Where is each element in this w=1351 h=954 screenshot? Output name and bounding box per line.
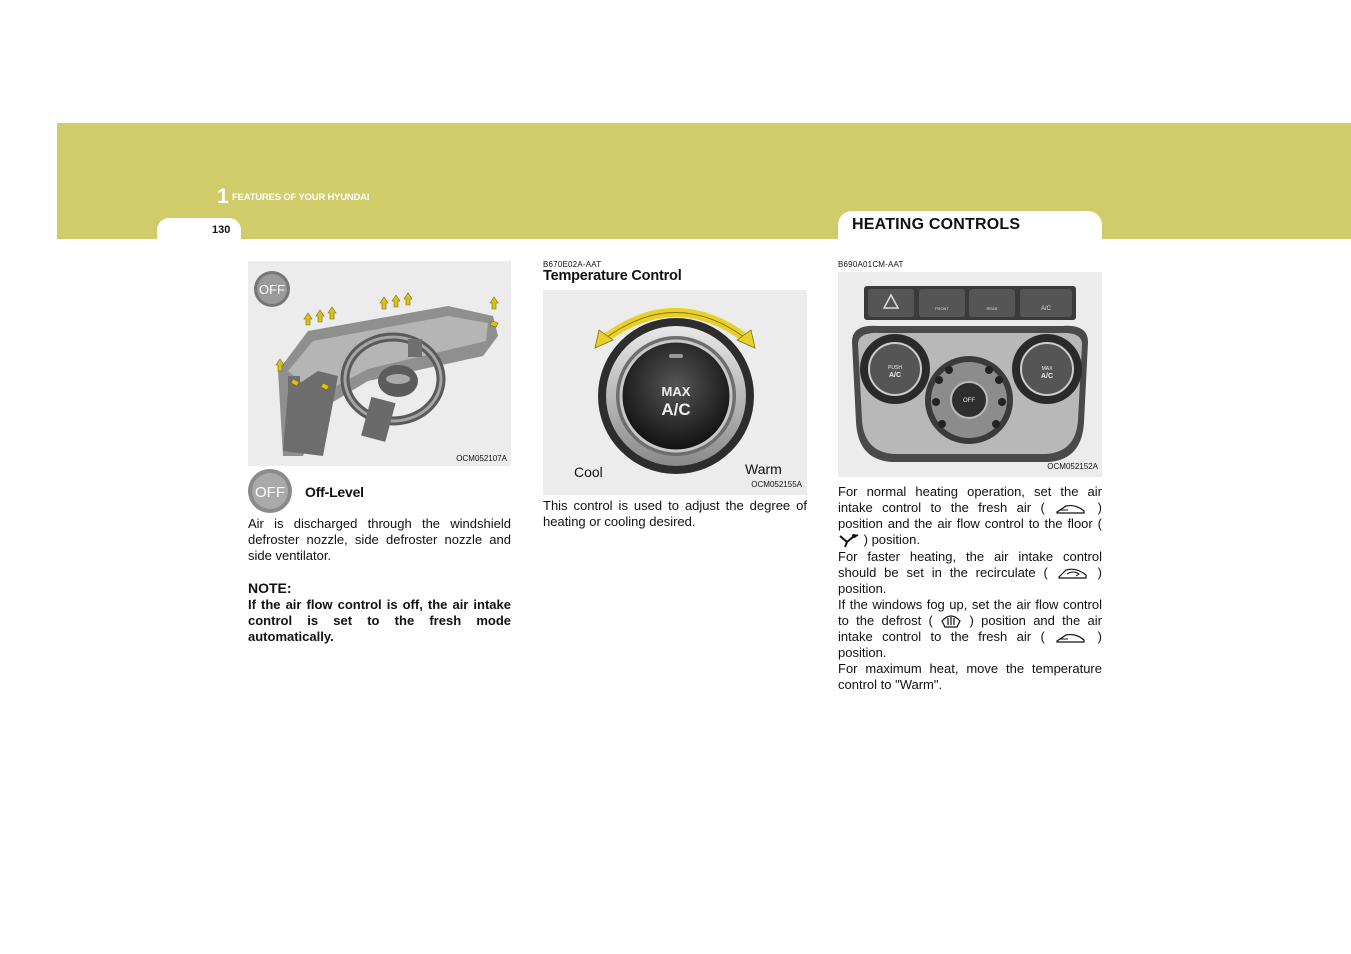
- page-number: 130: [212, 224, 231, 236]
- recirculate-icon: [1056, 566, 1090, 580]
- fresh-air-icon: [1054, 503, 1088, 515]
- defrost-icon: [940, 613, 962, 629]
- off-level-body: Air is discharged through the windshield defroster nozzle, side defroster nozzle and side ventilator.: [248, 516, 511, 563]
- off-level-heading: Off-Level: [305, 484, 364, 500]
- max-heat-paragraph: For maximum heat, move the temperature control to "Warm".: [838, 661, 1102, 693]
- temperature-knob-illustration: [543, 290, 807, 495]
- knob-ac-label: A/C: [661, 400, 691, 419]
- front-label: FRONT: [935, 306, 949, 311]
- dashboard-illustration: [248, 261, 511, 466]
- left-ac-label: A/C: [888, 372, 902, 379]
- control-panel-illustration: [838, 272, 1102, 477]
- warm-label: Warm: [745, 461, 782, 477]
- fresh-air-icon-2: [1054, 632, 1088, 644]
- temperature-control-heading: Temperature Control: [543, 268, 682, 284]
- section-code-right: B690A01CM-AAT: [838, 260, 904, 269]
- off-panel-label: OFF: [963, 398, 975, 404]
- note-title: NOTE:: [248, 580, 292, 596]
- temperature-knob-figure: [543, 290, 807, 495]
- normal-heating-paragraph: For normal heating operation, set the air intake control to the fresh air ( ) position and the air flow control to the floor ( ) position.: [838, 484, 1102, 547]
- off-badge-label: OFF: [259, 282, 285, 297]
- cool-label: Cool: [574, 464, 603, 480]
- rear-ac-label: A/C: [1040, 306, 1052, 312]
- temperature-control-body: This control is used to adjust the degree of heating or cooling desired.: [543, 498, 807, 529]
- fog-paragraph: If the windows fog up, set the air flow control to the defrost ( ) position and the air intake control to the fresh air ( ) position.: [838, 596, 1102, 661]
- dashboard-figure: [248, 261, 511, 466]
- header-band: [57, 123, 1351, 239]
- push-label: PUSH: [888, 365, 902, 371]
- off-level-badge-icon: [246, 468, 294, 514]
- right-max-label: MAX: [1041, 366, 1053, 372]
- off-badge-icon: [254, 271, 290, 307]
- control-panel-figure: [838, 272, 1102, 477]
- off-level-badge-label: OFF: [255, 484, 285, 501]
- floor-mode-icon: [838, 533, 860, 549]
- chapter-title: FEATURES OF YOUR HYUNDAI: [232, 192, 370, 203]
- figure-caption-middle: OCM052155A: [751, 480, 802, 489]
- note-body: If the air flow control is off, the air intake control is set to the fresh mode automatically.: [248, 597, 511, 644]
- section-title: HEATING CONTROLS: [852, 216, 1021, 233]
- heating-instructions: [838, 484, 1102, 693]
- rear-label: REAR: [986, 306, 998, 311]
- knob-max-label: MAX: [661, 384, 691, 399]
- section-code-middle: B670E02A-AAT: [543, 260, 602, 269]
- faster-heating-paragraph: For faster heating, the air intake control should be set in the recirculate ( ) position.: [838, 548, 1102, 596]
- figure-caption-left: OCM052107A: [456, 454, 507, 463]
- right-ac-label: A/C: [1040, 373, 1054, 380]
- chapter-number: 1: [217, 185, 229, 208]
- figure-caption-right: OCM052152A: [1047, 462, 1098, 471]
